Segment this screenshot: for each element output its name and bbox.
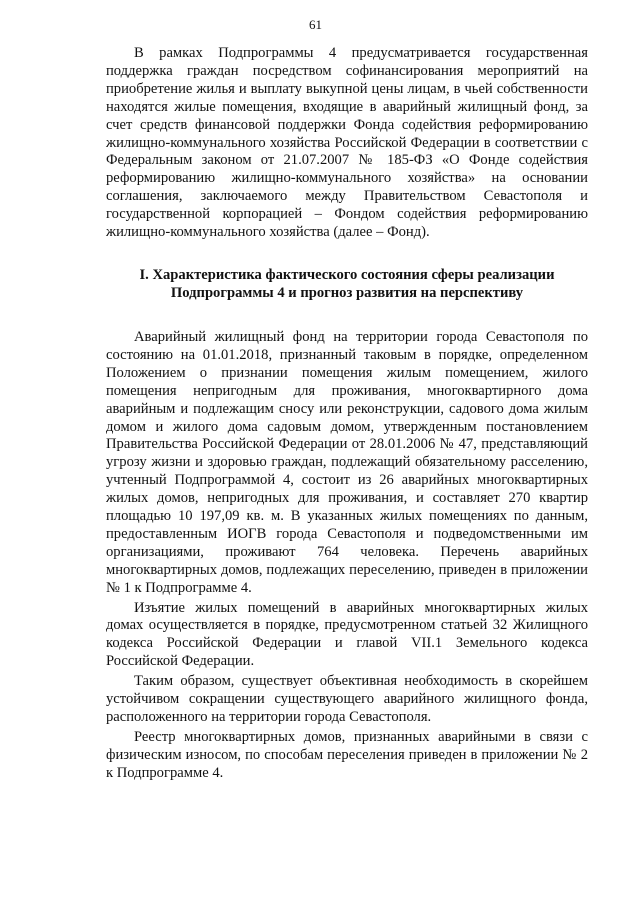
spacer: [106, 242, 588, 266]
section-heading: [106, 266, 588, 302]
page-number: 61: [309, 17, 322, 32]
section-paragraph-4: Реестр многоквартирных домов, признанных аварийными в связи с физическим износом, по способам переселения приведен в приложении № 2 к Подпрограмме 4.: [106, 728, 588, 781]
section-paragraph-1: Аварийный жилищный фонд на территории города Севастополя по состоянию на 01.01.2018, признанный таковым в порядке, определенном Положением о признании помещения жилым помещением, жилого помещения непригодным для проживания, многоквартирного дома аварийным и подлежащим сносу или реконструкции, садового дома жилым домом и жилого дома садовым домом, утвержденным постановлением Правительства Российской Федерации от 28.01.2006 № 47, представляющий угрозу жизни и здоровью граждан, подлежащий обязательному расселению, учтенный Подпрограммой 4, состоит из 26 аварийных многоквартирных жилых домов, непригодных для проживания, и составляет 270 квартир площадью 10 197,09 кв. м. В указанных жилых помещениях по данным, предоставленным ИОГВ города Севастополя и подведомственными им организациями, проживают 764 человека. Перечень аварийных многоквартирных домов, подлежащих переселению, приведен в приложении № 1 к Подпрограмме 4.: [106, 328, 588, 596]
section-paragraph-2: Изъятие жилых помещений в аварийных многоквартирных жилых домах осуществляется в порядке, предусмотренном статьей 32 Жилищного кодекса Российской Федерации и главой VII.1 Земельного кодекса Российской Федерации.: [106, 599, 588, 670]
section-heading-line-1: I. Характеристика фактического состояния сферы реализации: [139, 266, 555, 283]
intro-paragraph: В рамках Подпрограммы 4 предусматривается государственная поддержка граждан посредством софинансирования мероприятий на приобретение жилья и выплату выкупной цены лицам, в чьей собственности находятся жилые помещения, входящие в аварийный жилищный фонд, за счет средств финансовой поддержки Фонда содействия реформированию жилищно-коммунального хозяйства Российской Федерации в соответствии с Федеральным законом от 21.07.2007 № 185-ФЗ «О Фонде содействия реформированию жилищно-коммунального хозяйства» на основании соглашения, заключаемого между Правительством Севастополя и государственной корпорацией – Фондом содействия реформированию жилищно-коммунального хозяйства (далее – Фонд).: [106, 45, 588, 241]
section-heading-line-2: Подпрограммы 4 и прогноз развития на перспективу: [170, 284, 524, 301]
section-paragraph-3: Таким образом, существует объективная необходимость в скорейшем устойчивом сокращении существующего аварийного жилищного фонда, расположенного на территории города Севастополя.: [106, 673, 588, 725]
spacer: [106, 302, 588, 329]
document-body: [106, 45, 588, 783]
